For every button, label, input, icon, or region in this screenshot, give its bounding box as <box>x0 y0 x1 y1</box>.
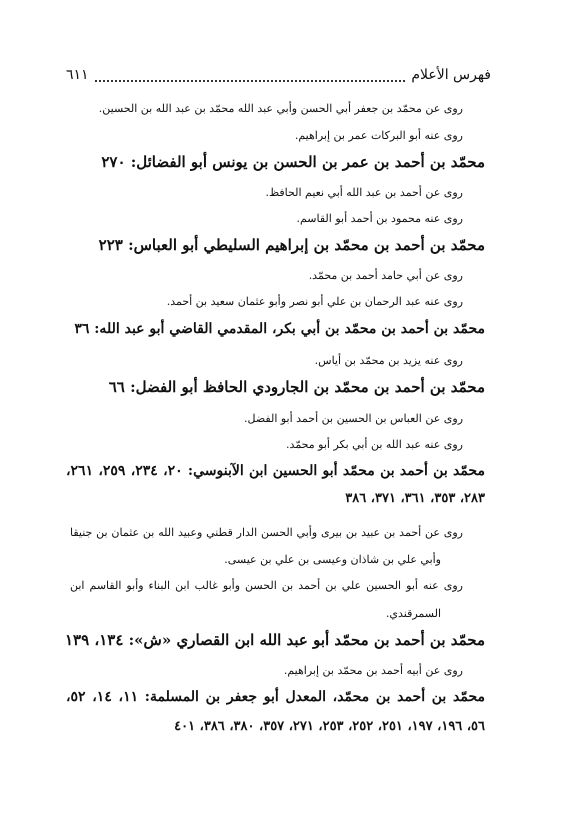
narration-line: روى عن محمّد بن جعفر أبي الحسن وأبي عبد الله محمّد بن عبد الله بن الحسين. <box>98 102 463 115</box>
narration-line: روى عنه أبو البركات عمر بن إبراهيم. <box>294 129 463 142</box>
entry-heading: محمّد بن أحمد بن محمّد بن أبي بكر، المقدمي القاضي أبو عبد الله: ٣٦ <box>74 321 485 337</box>
page-header <box>66 63 491 87</box>
entry-heading: محمّد بن أحمد بن محمّد، المعدل أبو جعفر بن المسلمة: ١١، ١٤، ٥٢، <box>66 689 485 705</box>
entry-heading: محمّد بن أحمد بن عمر بن الحسن بن يونس أبو الفضائل: ٢٧٠ <box>101 153 485 171</box>
entry-heading: محمّد بن أحمد بن محمّد أبو عبد الله ابن القصاري «ش»: ١٣٤، ١٣٩ <box>65 631 485 649</box>
narration-line: روى عنه يزيد بن محمّد بن أياس. <box>314 354 463 367</box>
narration-line: وأبي علي بن شاذان وعيسى بن علي بن عيسى. <box>224 553 441 566</box>
narration-line: روى عن أبيه أحمد بن محمّد بن إبراهيم. <box>283 664 463 677</box>
narration-line: روى عن أحمد بن عبد الله أبي نعيم الحافظ. <box>265 186 463 199</box>
narration-line: روى عنه أبو الحسين علي بن أحمد بن الحسن وأبو غالب ابن البناء وأبو القاسم ابن <box>70 579 463 592</box>
narration-line: روى عنه عبد الله بن أبي بكر أبو محمّد. <box>286 438 463 451</box>
entry-heading: محمّد بن أحمد بن محمّد أبو الحسين ابن الآبنوسي: ٢٠، ٢٣٤، ٢٥٩، ٢٦١، <box>66 463 485 479</box>
narration-line: روى عنه عبد الرحمان بن علي أبو نصر وأبو عثمان سعيد بن أحمد. <box>166 295 463 308</box>
entry-heading: محمّد بن أحمد بن محمّد بن إبراهيم السليطي أبو العباس: ٢٢٣ <box>98 236 485 254</box>
header-dot-leader <box>95 76 406 82</box>
narration-line: السمرقندي. <box>385 607 441 620</box>
entry-heading: محمّد بن أحمد بن محمّد بن الجارودي الحافظ أبو الفضل: ٦٦ <box>108 378 485 396</box>
narration-line: روى عن أبي حامد أحمد بن محمّد. <box>308 269 463 282</box>
narration-line: روى عن العباس بن الحسين بن أحمد أبو الفضل. <box>244 412 463 425</box>
entry-heading-continuation: ٥٦، ١٩٦، ١٩٧، ٢٥١، ٢٥٢، ٢٥٣، ٢٧١، ٣٥٧، ٣٨٠، ٣٨٦، ٤٠١ <box>174 719 485 734</box>
narration-line: روى عن أحمد بن عبيد بن بيرى وأبي الحسن الدار قطني وعبيد الله بن عثمان بن جنيقا <box>70 526 463 539</box>
page-number: ٦١١ <box>66 67 89 83</box>
entry-heading-continuation: ٢٨٣، ٣٥٣، ٣٦١، ٣٧١، ٣٨٦ <box>345 491 485 506</box>
header-title: فهرس الأعلام <box>411 67 491 83</box>
narration-line: روى عنه محمود بن أحمد أبو القاسم. <box>296 212 463 225</box>
